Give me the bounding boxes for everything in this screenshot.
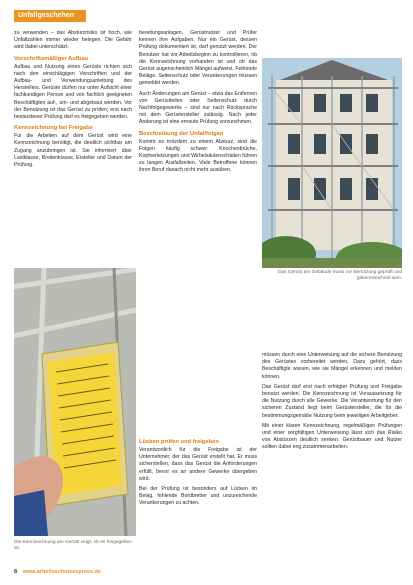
paragraph-c2: Das Gerüst darf erst nach erfolgter Prüfung und Freigabe benutzt werden. Die Kennzeichnung ist Voraussetzung für die Nutzung durch alle Gewerke. Die Verantwortung für den sicheren Zustand liegt beim Gerüstersteller, die für die bestimmungsgemäße Nutzung beim jeweiligen Arbeitgeber.: [262, 383, 402, 419]
article-column-a: [14, 30, 132, 262]
paragraph-kennzeichnung: Für die Arbeiten auf dem Gerüst wird eine Kennzeichnung benötigt, die deutlich sichtbar am Zugang anzubringen ist. Sie informiert über Lastklasse, Breitenklasse, Ersteller und Datum der Prüfung.: [14, 133, 132, 169]
paragraph-c3: Mit einer klaren Kennzeichnung, regelmäßigen Prüfungen und einer sorgfältigen Unterweisung lässt sich das Risiko von Abstürzen deutlich senken. Gerüstbauer und Nutzer sollten dabei eng zusammenarbeiten.: [262, 422, 402, 451]
intro-paragraph: zu verwenden – das Absturzrisiko ist hoch, wie Unfallzahlen immer wieder belegen. Die Gefahr wird dabei unterschätzt.: [14, 30, 132, 51]
scaffolding-building-photo: [262, 58, 402, 268]
subheading-unfallfolgen: Beschreibung der Unfallfolgen: [139, 130, 224, 137]
subheading-kennzeichnung: Kennzeichnung bei Freigabe: [14, 125, 93, 132]
caption-building: Das Gerüst am Gebäude muss vor Benutzung geprüft und gekennzeichnet sein.: [278, 270, 402, 282]
building-illustration: [262, 58, 402, 268]
article-column-d: [139, 436, 257, 568]
page-number: 8: [14, 569, 18, 575]
page-footer: [14, 566, 101, 578]
footer-site-link[interactable]: www.arbeitsschutzexpress.de: [22, 569, 101, 575]
paragraph-c1: müssen durch eine Unterweisung auf die sichere Benutzung des Gerüstes vorbereitet werden. Dazu gehört, dass Beschäftigte wissen, wie sie Mängel erkennen und melden können.: [262, 352, 402, 380]
paragraph-b1: bereitungsanlagen, Gerüstnutzer und Prüfer kennen ihre Aufgaben. Nur ein Gerüst, dessen Prüfung dokumentiert ist, darf genutzt werden. Der Benutzer hat vor Arbeitsbeginn zu kontrollieren, ob die Kennzeichnung vorhanden ist und ob das Gerüst augenscheinlich Mängel aufweist. Fehlende Beläge, Seitenschutz oder Verankerungen müssen gemeldet werden.: [139, 30, 257, 87]
paragraph-b2: Auch Änderungen am Gerüst – etwa das Entfernen von Gerüstteilen oder Seitenschutz durch Nachfolgegewerke – sind nur nach Rücksprache mit dem Gerüstersteller zulässig. Nach jeder Änderung ist eine erneute Prüfung vorzunehmen.: [139, 90, 257, 126]
inspection-card-illustration: [14, 268, 136, 536]
article-column-b: [139, 30, 257, 326]
article-column-c: [262, 352, 402, 568]
section-label: Unfallgeschehen: [14, 10, 86, 22]
paragraph-aufbau: Aufbau und Nutzung eines Gerüsts richten sich nach den einschlägigen Vorschriften und der Aufbau- und Verwendungsanleitung des Herstellers. Gerüste dürfen nur unter Aufsicht einer fachkundigen Person und von fachlich geeigneten Beschäftigten auf-, um- und abgebaut werden. Vor der Benutzung ist das Gerüst zu prüfen; erst nach bestandener Prüfung darf es freigegeben werden.: [14, 63, 132, 121]
paragraph-d1: Verantwortlich für die Freigabe ist der Unternehmer, der das Gerüst erstellt hat. Er muss sicherstellen, dass das Gerüst die Anforderungen erfüllt, bevor es an andere Gewerke übergeben wird.: [139, 447, 257, 482]
paragraph-d2: Bei der Prüfung ist besonders auf Lücken im Belag, fehlende Bordbretter und unzureichende Verankerungen zu achten.: [139, 486, 257, 507]
paragraph-b3: Kommt es trotzdem zu einem Absturz, sind die Folgen häufig schwer: Knochenbrüche, Kopfverletzungen und Wirbelsäulenschäden führen zu langen Ausfallzeiten. Viele Betroffene können ihren Beruf danach nicht mehr ausüben.: [139, 138, 257, 174]
inspection-card-photo: [14, 268, 136, 536]
caption-inspection-card: Die Kennzeichnung am Gerüst zeigt, ob es freigegeben ist.: [14, 540, 132, 552]
subheading-pruefen: Lücken prüfen und freigeben: [139, 439, 219, 445]
subheading-aufbau: Vorschriftsmäßiger Aufbau: [14, 55, 89, 62]
